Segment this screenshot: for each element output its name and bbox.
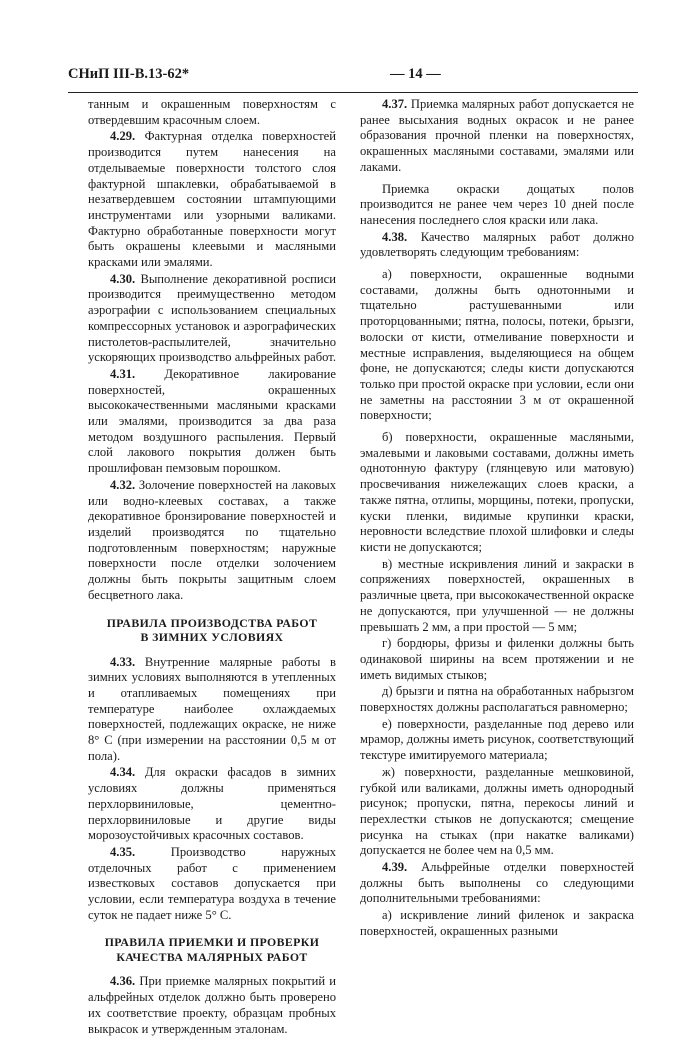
paragraph	[88, 478, 336, 604]
section-heading-line: ПРАВИЛА ПРИЕМКИ И ПРОВЕРКИ	[104, 935, 320, 950]
paragraph	[88, 272, 336, 366]
right-column	[360, 97, 634, 940]
paragraph	[88, 367, 336, 477]
paragraph-text: танным и окрашенным поверхностям с отвердевшим красочным слоем.	[88, 97, 336, 127]
paragraph-text: а) поверхности, окрашенные водными составами, должны быть однотонными и тщательно растушеванными или проторцованными; пятна, полосы, потеки, брызги, волоски от кисти, отмеливание поверхности и местные исправления, выделяющиеся на общем фоне, не допускаются; следы кисти допускаются только при простой окраске при условии, если они не заметны на расстоянии 3 м от окрашенной поверхности;	[360, 267, 634, 423]
left-column	[88, 97, 336, 1037]
clause-number: 4.39.	[382, 860, 408, 875]
paragraph	[360, 182, 634, 229]
paragraph-text: Для окраски фасадов в зимних условиях должны применяться перхлорвиниловые, цементно-перхлорвиниловые и другие виды морозоустойчивых красочных составов.	[88, 765, 336, 843]
paragraph-text: а) искривление линий филенок и закраска поверхностей, окрашенных разными	[360, 908, 634, 938]
clause-number: 4.38.	[382, 229, 408, 244]
clause-number: 4.37.	[382, 97, 408, 111]
paragraph	[360, 636, 634, 683]
section-heading-line: КАЧЕСТВА МАЛЯРНЫХ РАБОТ	[116, 949, 308, 964]
page-number: — 14 —	[390, 66, 441, 82]
paragraph-text: Приемка малярных работ допускается не ранее высыхания водных окрасок и не ранее образования прочной пленки на поверхностях, окрашенных масляными составами, эмалями или лаками.	[360, 97, 634, 174]
paragraph	[88, 655, 336, 765]
paragraph-text: Фактурная отделка поверхностей производится путем нанесения на отделываемые поверхности толстого слоя фактурной шпаклевки, обрабатываемой в незатвердевшем состоянии штампующими инструментами или узорными валиками. Фактурно обработанные поверхности могут быть окрашены клеевыми и масляными красками или эмалями.	[88, 129, 336, 270]
paragraph	[88, 129, 336, 270]
paragraph	[360, 267, 634, 424]
clause-number: 4.35.	[110, 844, 136, 859]
paragraph-text: При приемке малярных покрытий и альфрейных отделок должно быть проверено их соответствие проекту, образцам пробных выкрасок и утвержденным эталонам.	[88, 974, 336, 1036]
clause-number: 4.36.	[110, 974, 136, 989]
paragraph-text: е) поверхности, разделанные под дерево или мрамор, должны иметь рисунок, соответствующий текстуре имитируемого материала;	[360, 716, 634, 763]
paragraph-text: в) местные искривления линий и закраски в сопряжениях поверхностей, окрашенных в различные цвета, при высококачественной окраске не допускаются, при улучшенной — не должны превышать 2 мм, а при простой — 5 мм;	[360, 556, 634, 634]
clause-number: 4.29.	[110, 129, 136, 144]
paragraph	[360, 430, 634, 556]
paragraph-text: д) брызги и пятна на обработанных набрызгом поверхностях должны располагаться равномерно;	[360, 684, 634, 715]
header-rule	[68, 92, 638, 93]
paragraph-text: Качество малярных работ должно удовлетворять следующим требованиям:	[360, 229, 634, 260]
paragraph	[360, 230, 634, 261]
paragraph-text: ж) поверхности, разделанные мешковиной, губкой или валиками, должны иметь однородный рисунок; пропуски, пятна, перекосы линий и перехлестки стыков не допускаются; смещение рисунка на стыках (при накатке валиками) допускается не более чем на 0,5 мм.	[360, 764, 634, 858]
paragraph-text: Золочение поверхностей на лаковых или водно-клеевых составах, а также декоративное бронзирование поверхностей и изделий производятся по тщательно подготовленным поверхностям; наружные поверхности после отделки золочением должны быть покрыты защитным слоем бесцветного лака.	[88, 477, 336, 602]
clause-number: 4.34.	[110, 765, 136, 780]
section-heading-acceptance	[88, 935, 336, 964]
paragraph	[88, 765, 336, 844]
section-heading-line: ПРАВИЛА ПРОИЗВОДСТВА РАБОТ	[106, 615, 318, 630]
paragraph-text: Альфрейные отделки поверхностей должны быть выполнены со следующими дополнительными требованиями:	[360, 860, 634, 906]
paragraph	[360, 908, 634, 939]
doc-code: СНиП III-В.13-62*	[68, 66, 190, 82]
paragraph-text: Производство наружных отделочных работ с применением известковых составов допускается при условии, если температура воздуха в течение суток не падает ниже 5° С.	[88, 844, 336, 922]
paragraph-text: Внутренние малярные работы в зимних условиях выполняются в утепленных и отапливаемых помещениях при температуре наиболее охлаждаемых поверхностей, подлежащих окраске, не ниже 8° С (при измерении на расстоянии 0,5 м от пола).	[88, 654, 336, 763]
paragraph-text: Декоративное лакирование поверхностей, окрашенных высококачественными масляными красками или эмалями, производится за два раза методом воздушного распыления. Первый слой лакового покрытия должен быть прошлифован пемзовым порошком.	[88, 366, 336, 476]
section-heading-line: В ЗИМНИХ УСЛОВИЯХ	[140, 630, 284, 644]
paragraph	[360, 717, 634, 764]
paragraph	[88, 845, 336, 924]
section-heading-winter	[88, 616, 336, 645]
clause-number: 4.31.	[110, 366, 136, 381]
paragraph	[88, 974, 336, 1037]
paragraph	[360, 765, 634, 859]
paragraph	[360, 684, 634, 715]
paragraph	[360, 860, 634, 907]
paragraph	[360, 97, 634, 176]
paragraph-text: Приемка окраски дощатых полов производится не ранее чем через 10 дней после нанесения последнего слоя краски или лака.	[360, 181, 634, 227]
paragraph-text: г) бордюры, фризы и филенки должны быть одинаковой ширины на всем протяжении и не иметь видимых стыков;	[360, 636, 634, 682]
paragraph-text: Выполнение декоративной росписи производится преимущественно методом аэрографии с использованием специальных компрессорных установок и аэрографических пистолетов-распылителей, значительно ускоряющих производство альфрейных работ.	[88, 271, 336, 365]
clause-number: 4.33.	[110, 654, 136, 669]
clause-number: 4.32.	[110, 477, 136, 492]
page-header	[68, 66, 638, 88]
clause-number: 4.30.	[110, 271, 136, 286]
paragraph	[88, 97, 336, 128]
paragraph-text: б) поверхности, окрашенные масляными, эмалевыми и лаковыми составами, должны иметь однотонную фактуру (глянцевую или матовую) просвечивания нижележащих слоев краски, а также пятна, отлипы, морщины, потеки, пропуски, куски пленки, видимые крупинки краски, неровности вследствие плохой шлифовки и следы кисти не допускаются;	[360, 430, 634, 554]
paragraph	[360, 557, 634, 636]
